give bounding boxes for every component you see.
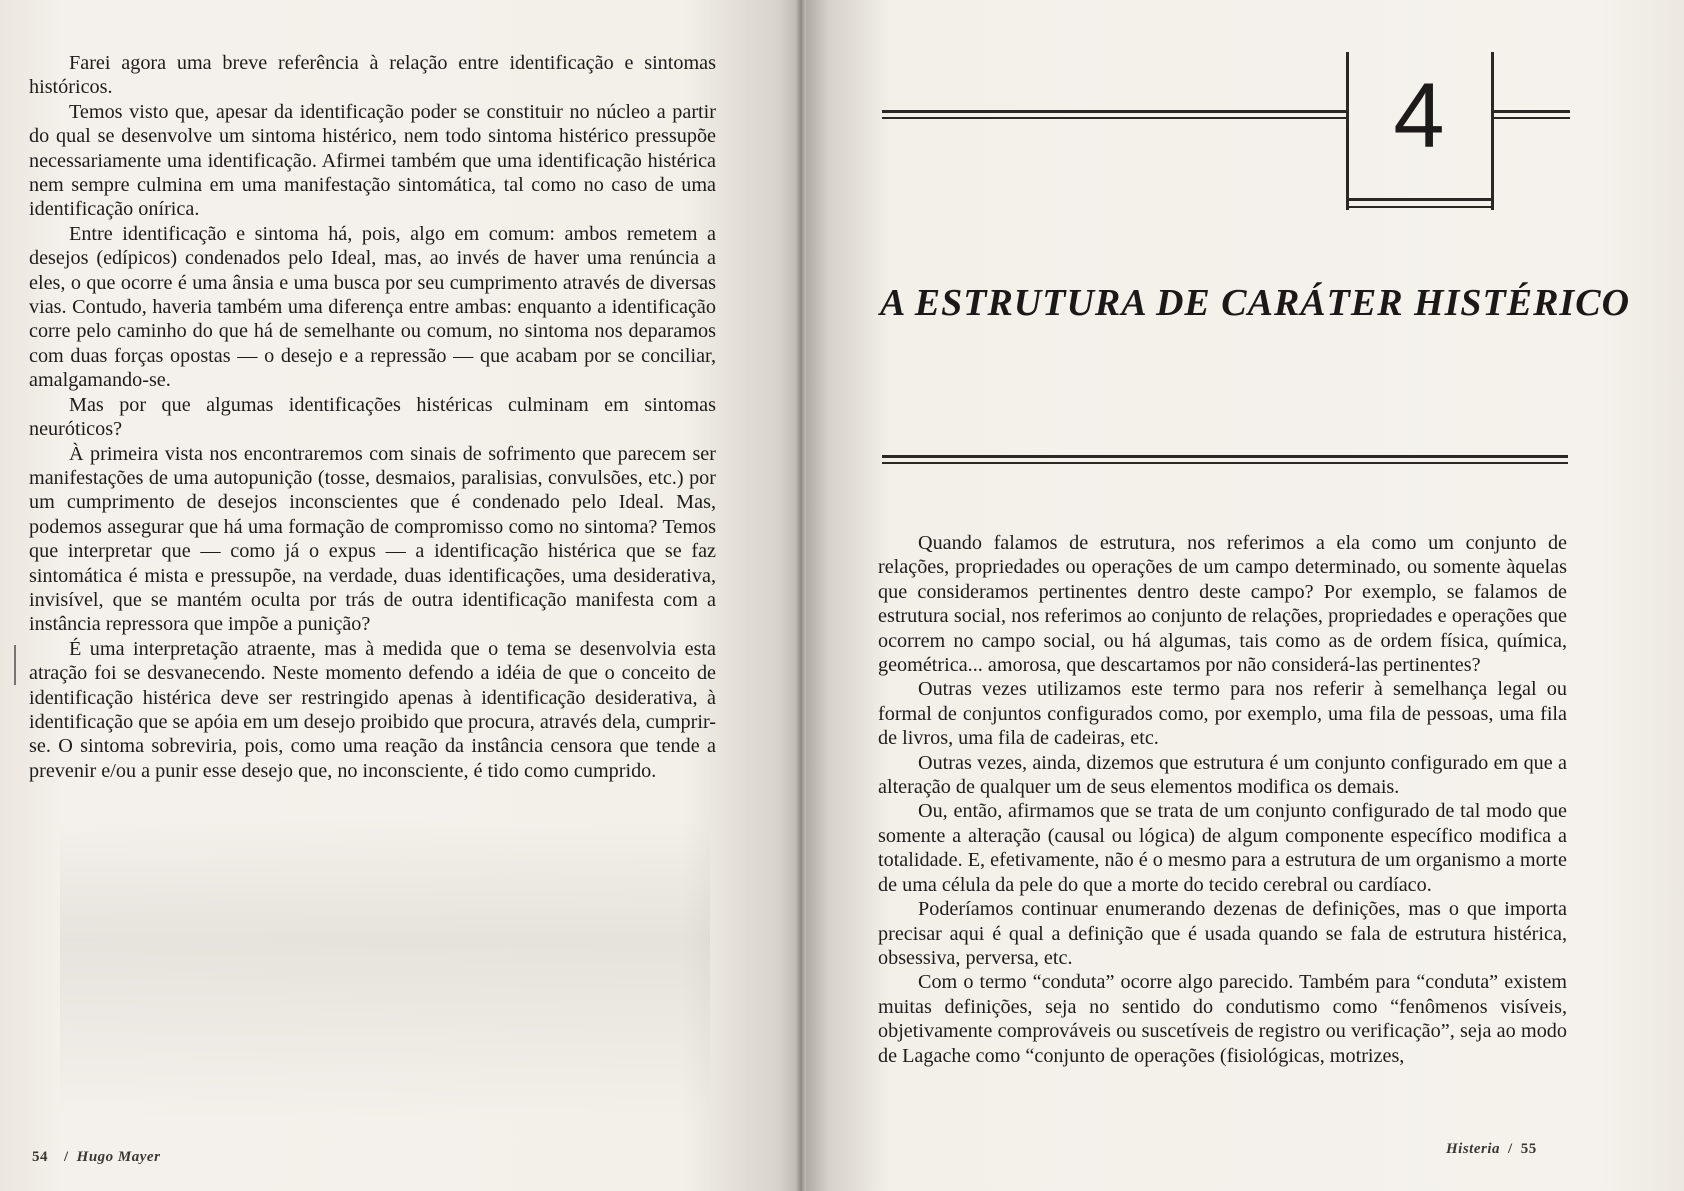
chapter-number: 4: [1393, 65, 1445, 167]
title-rule-bottom: [882, 462, 1568, 464]
bleed-through-shadow: [60, 820, 710, 1120]
header-rule-bottom: [882, 117, 1346, 119]
running-head: Histeria: [1446, 1141, 1501, 1157]
paragraph: Temos visto que, apesar da identificação poder se constituir no núcleo a partir do qual se desenvolve um sintoma histérico, nem todo sintoma histérico pressupõe necessariamente uma identificação. Afirmei também que uma identificação histérica nem sempre culmina em uma manifestação sintomática, tal como no caso de uma identificação onírica.: [29, 100, 716, 221]
header-rule-top: [882, 110, 1346, 113]
right-page-body: [878, 531, 1567, 1068]
paragraph: Com o termo “conduta” ocorre algo parecido. Também para “conduta” existem muitas definições, seja no sentido do condutismo como “fenômenos visíveis, objetivamente comprováveis ou suscetíveis de registro ou verificação”, seja ao modo de Lagache como “conjunto de operações (fisiológicas, motrizes,: [878, 971, 1567, 1067]
page-number: 54: [32, 1149, 48, 1165]
chapter-title: A ESTRUTURA DE CARÁTER HISTÉRICO: [880, 282, 1631, 324]
left-page-footer: [32, 1149, 160, 1166]
footer-author: Hugo Mayer: [76, 1149, 161, 1165]
paragraph: Outras vezes, ainda, dizemos que estrutura é um conjunto configurado em que a alteração de qualquer um de seus elementos modifica os demais.: [878, 751, 1567, 799]
right-page-footer: [1446, 1141, 1545, 1158]
paragraph: Quando falamos de estrutura, nos referimos a ela como um conjunto de relações, propriedades ou operações de um campo determinado, ou somente àquelas que consideramos pertinentes dentro deste campo? Por exemplo, se falamos de estrutura social, nos referimos ao conjunto de relações, propriedades e operações que ocorrem no campo social, ou há algumas, tais como as de ordem física, química, geométrica... amorosa, que descartamos por não considerá-las pertinentes?: [878, 532, 1567, 677]
header-rule-right-top: [1494, 110, 1570, 113]
paragraph: À primeira vista nos encontraremos com sinais de sofrimento que parecem ser manifestações de uma autopunição (tosse, desmaios, paralisias, convulsões, etc.) por um cumprimento de desejos inconscientes que é condenado pelo Ideal. Mas, podemos assegurar que há uma formação de compromisso como no sintoma? Temos que interpretar que — como já o expus — a identificação histérica que se faz sintomática é mista e pressupõe, na verdade, duas identificações, uma desiderativa, invisível, que se mantém oculta por trás de outra identificação manifesta com a instância repressora que impõe a punição?: [29, 442, 716, 636]
paragraph: É uma interpretação atraente, mas à medida que o tema se desenvolvia esta atração foi se desvanecendo. Neste momento defendo a idéia de que o conceito de identificação histérica deve ser restringido apenas à identificação desiderativa, à identificação que se apóia em um desejo proibido que procura, através dela, cumprir-se. O sintoma sobreviria, pois, como uma reação da instância censora que tende a prevenir e/ou a punir esse desejo que, no inconsciente, é tido como cumprido.: [29, 637, 716, 782]
paragraph: Poderíamos continuar enumerando dezenas de definições, mas o que importa precisar aqui é qual a definição que é usada quando se fala de estrutura histérica, obsessiva, perversa, etc.: [878, 898, 1567, 969]
chapter-box-bottom-2: [1346, 206, 1494, 208]
right-page: [802, 0, 1684, 1191]
footer-separator: /: [64, 1149, 69, 1165]
left-page-body: [29, 51, 716, 783]
paragraph: Farei agora uma breve referência à relação entre identificação e sintomas históricos.: [29, 52, 716, 99]
book-gutter: [796, 0, 806, 1191]
pencil-margin-mark: [14, 645, 16, 685]
paragraph: Entre identificação e sintoma há, pois, algo em comum: ambos remetem a desejos (edípicos) condenados pelo Ideal, mas, ao invés de haver uma renúncia a eles, o que ocorre é uma ânsia e uma busca por seu cumprimento através de diversas vias. Contudo, haveria também uma diferença entre ambas: enquanto a identificação corre pelo caminho do que há de semelhante ou comum, no sintoma nos deparamos com duas forças opostas — o desejo e a repressão — que acabam por se conciliar, amalgamando-se.: [29, 222, 716, 392]
footer-separator: /: [1508, 1141, 1513, 1157]
page-number: 55: [1520, 1141, 1537, 1157]
paragraph: Mas por que algumas identificações histéricas culminam em sintomas neuróticos?: [29, 393, 716, 441]
paragraph: Ou, então, afirmamos que se trata de um conjunto configurado de tal modo que somente a alteração (causal ou lógica) de algum componente específico modifica a totalidade. E, efetivamente, não é o mesmo para a estrutura de um organismo a morte de uma célula da pele do que a morte do tecido cerebral ou cardíaco.: [878, 800, 1567, 896]
chapter-box-bottom: [1346, 198, 1494, 201]
title-rule-top: [882, 455, 1568, 458]
header-rule-right-bottom: [1494, 117, 1570, 119]
paragraph: Outras vezes utilizamos este termo para nos referir à semelhança legal ou formal de conjuntos configurados como, por exemplo, uma fila de pessoas, uma fila de livros, uma fila de cadeiras, etc.: [878, 678, 1567, 750]
left-page: [0, 0, 802, 1191]
